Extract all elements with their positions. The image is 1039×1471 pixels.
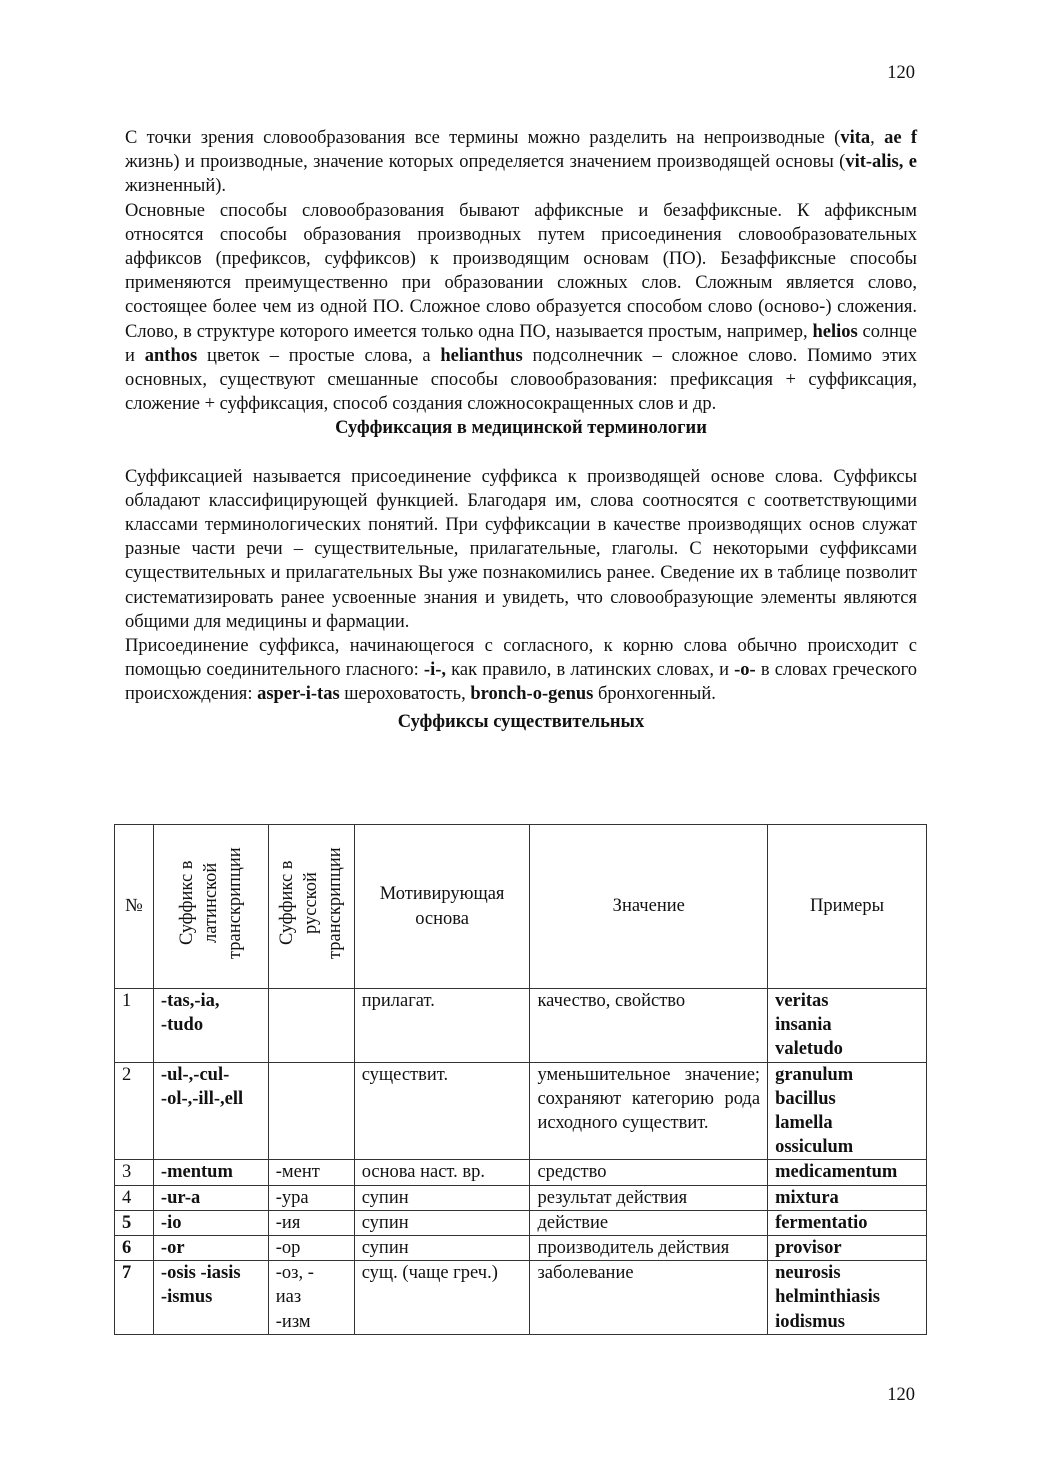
cell-russian-suffix <box>268 989 354 1063</box>
section-heading: Суффиксация в медицинской терминологии <box>335 418 707 439</box>
cell-meaning: средство <box>530 1160 768 1185</box>
cell-number: 6 <box>115 1236 154 1261</box>
cell-russian-suffix: -ура <box>268 1185 354 1210</box>
header-latin-suffix: Суффикс в латинской транскрипции <box>153 825 268 989</box>
page-number-top: 120 <box>887 63 915 83</box>
suffix-table <box>114 824 927 1335</box>
cell-motivating-base: прилагат. <box>354 989 530 1063</box>
cell-meaning: действие <box>530 1210 768 1235</box>
header-russian-suffix: Суффикс в русской транскрипции <box>268 825 354 989</box>
cell-latin-suffix: -osis -iasis -ismus <box>153 1261 268 1335</box>
header-number: № <box>115 825 154 989</box>
cell-motivating-base: супин <box>354 1210 530 1235</box>
cell-examples: medicamentum <box>768 1160 927 1185</box>
cell-examples: mixtura <box>768 1185 927 1210</box>
cell-number: 5 <box>115 1210 154 1235</box>
paragraph-2: Основные способы словообразования бывают аффиксные и безаффиксные. К аффиксным относятся способы образования производных путем присоединения словообразовательных аффиксов (префиксов, суффиксов) к производящим основам (ПО). Безаффиксные способы применяются преимущественно при образовании сложных слов. Сложным является слово, состоящее более чем из одной ПО. Сложное слово образуется способом слово (осново-) сложения. Слово, в структуре которого имеется только одна ПО, называется простым, например, helios солнце и anthos цветок – простые слова, а helianthus подсолнечник – сложное слово. Помимо этих основных, существуют смешанные способы словообразования: префиксация + суффиксация, сложение + суффиксация, способ создания сложносокращенных слов и др. <box>125 200 917 415</box>
cell-motivating-base: основа наст. вр. <box>354 1160 530 1185</box>
cell-examples: neurosis helminthiasis iodismus <box>768 1261 927 1335</box>
cell-number: 1 <box>115 989 154 1063</box>
cell-russian-suffix: -ор <box>268 1236 354 1261</box>
table-row <box>115 1185 927 1210</box>
table-header-row <box>115 825 927 989</box>
cell-number: 2 <box>115 1062 154 1160</box>
paragraph-4: Присоединение суффикса, начинающегося с согласного, к корню слова обычно происходит с помощью соединительного гласного: -i-, как правило, в латинских словах, и -o- в словах греческого происхождения: asper-i-tas шероховатость, bronch-o-genus бронхогенный. <box>125 636 917 705</box>
cell-motivating-base: супин <box>354 1185 530 1210</box>
cell-latin-suffix: -or <box>153 1236 268 1261</box>
header-meaning: Значение <box>530 825 768 989</box>
cell-meaning: результат действия <box>530 1185 768 1210</box>
paragraph-3: Суффиксацией называется присоединение суффикса к производящей основе слова. Суффиксы обладают классифицирующей функцией. Благодаря им, слова соотносятся с соответствующими классами терминологических понятий. При суффиксации в качестве производящих основ служат разные части речи – существительные, прилагательные, глаголы. С некоторыми суффиксами существительных и прилагательных Вы уже познакомились ранее. Сведение их в таблице позволит систематизировать ранее усвоенные знания и увидеть, что словообразующие элементы являются общими для медицины и фармации. <box>125 466 917 632</box>
cell-examples: granulum bacillus lamella ossiculum <box>768 1062 927 1160</box>
cell-meaning: качество, свойство <box>530 989 768 1063</box>
cell-examples: fermentatio <box>768 1210 927 1235</box>
cell-russian-suffix: -мент <box>268 1160 354 1185</box>
cell-russian-suffix: -ия <box>268 1210 354 1235</box>
cell-latin-suffix: -ul-,-cul- -ol-,-ill-,ell <box>153 1062 268 1160</box>
cell-latin-suffix: -tas,-ia, -tudo <box>153 989 268 1063</box>
table-row <box>115 1236 927 1261</box>
cell-motivating-base: существит. <box>354 1062 530 1160</box>
cell-meaning: производитель действия <box>530 1236 768 1261</box>
cell-latin-suffix: -ur-a <box>153 1185 268 1210</box>
cell-examples: provisor <box>768 1236 927 1261</box>
table-heading: Суффиксы существительных <box>397 711 645 732</box>
cell-number: 4 <box>115 1185 154 1210</box>
cell-russian-suffix <box>268 1062 354 1160</box>
cell-motivating-base: супин <box>354 1236 530 1261</box>
paragraph-1: С точки зрения словообразования все термины можно разделить на непроизводные (vita, ae f жизнь) и производные, значение которых определяется значением производящей основы (vit-alis, e жизненный). <box>125 128 917 197</box>
cell-number: 7 <box>115 1261 154 1335</box>
header-examples: Примеры <box>768 825 927 989</box>
cell-number: 3 <box>115 1160 154 1185</box>
cell-latin-suffix: -io <box>153 1210 268 1235</box>
table-row <box>115 1160 927 1185</box>
table-row <box>115 1210 927 1235</box>
cell-latin-suffix: -mentum <box>153 1160 268 1185</box>
table-row <box>115 1062 927 1160</box>
document-body <box>125 126 917 734</box>
table-row <box>115 989 927 1063</box>
table-row <box>115 1261 927 1335</box>
cell-meaning: заболевание <box>530 1261 768 1335</box>
header-motivating-base: Мотивирующая основа <box>354 825 530 989</box>
cell-russian-suffix: -оз, - иаз -изм <box>268 1261 354 1335</box>
page-number-bottom: 120 <box>887 1385 915 1405</box>
cell-meaning: уменьшительное значение; сохраняют категорию рода исходного существит. <box>530 1062 768 1160</box>
cell-motivating-base: сущ. (чаще греч.) <box>354 1261 530 1335</box>
cell-examples: veritas insania valetudo <box>768 989 927 1063</box>
